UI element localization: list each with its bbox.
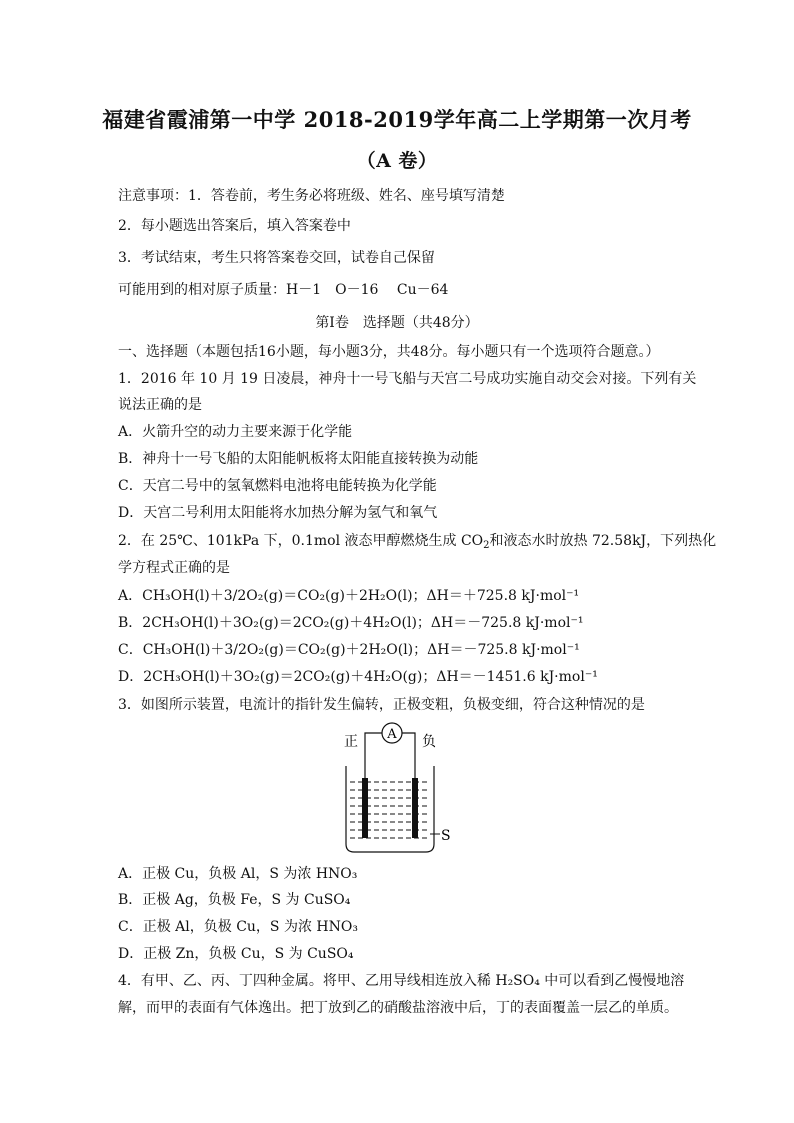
q2-option-a <box>118 587 579 605</box>
q2-option-a-equation: CH₃OH(l)＋3/2O₂(g)＝CO₂(g)＋2H₂O(l)；ΔH＝＋725.8 kJ·mol⁻¹ <box>142 588 580 604</box>
positive-electrode <box>362 778 368 838</box>
q2-option-c-label: C． <box>118 642 143 658</box>
solution-label: S <box>441 828 451 844</box>
q1-stem-line-2: 说法正确的是 <box>118 397 202 413</box>
section-intro: 一、选择题（本题包括16小题，每小题3分，共48分。每小题只有一个选项符合题意。） <box>118 344 660 360</box>
q2-stem-part-1: 2．在 25℃、101kPa 下，0.1mol 液态甲醇燃烧生成 CO <box>118 533 484 549</box>
q2-stem-part-2: 和液态水时放热 72.58kJ，下列热化 <box>489 533 717 549</box>
note-line-3: 3．考试结束，考生只将答案卷交回，试卷自己保留 <box>118 250 435 266</box>
q4-stem-line-1: 4．有甲、乙、丙、丁四种金属。将甲、乙用导线相连放入稀 H₂SO₄ 中可以看到乙慢慢地溶 <box>118 973 685 989</box>
q2-option-b-equation: 2CH₃OH(l)＋3O₂(g)＝2CO₂(g)＋4H₂O(l)；ΔH＝－725.8 kJ·mol⁻¹ <box>142 615 584 631</box>
q2-option-c <box>118 641 580 659</box>
q2-option-a-label: A． <box>118 588 143 604</box>
q2-stem-line-1: 2．在 25℃、101kPa 下，0.1mol 液态甲醇燃烧生成 $CO_2$和液态水时放热 72.58kJ，下列热化 <box>118 533 717 551</box>
q2-stem-line-2: 学方程式正确的是 <box>118 560 230 576</box>
note-line-1: 注意事项：1．答卷前，考生务必将班级、姓名、座号填写清楚 <box>118 188 505 204</box>
q1-option-c: C．天宫二号中的氢氧燃料电池将电能转换为化学能 <box>118 478 437 494</box>
q2-option-b <box>118 614 584 632</box>
positive-electrode-label: 正 <box>344 734 358 750</box>
q3-option-a: A．正极 Cu，负极 Al，S 为浓 HNO₃ <box>118 866 358 882</box>
q1-option-a: A．火箭升空的动力主要来源于化学能 <box>118 424 353 440</box>
q4-stem-line-2: 解，而甲的表面有气体逸出。把丁放到乙的硝酸盐溶液中后，丁的表面覆盖一层乙的单质。 <box>118 1000 678 1016</box>
wire-left <box>365 733 382 778</box>
atomic-masses: 可能用到的相对原子质量：H－1 O－16 Cu－64 <box>118 282 449 298</box>
beaker <box>346 766 434 852</box>
q3-option-c: C．正极 Al，负极 Cu，S 为浓 HNO₃ <box>118 919 358 935</box>
negative-electrode <box>412 778 418 838</box>
q1-option-b: B．神舟十一号飞船的太阳能帆板将太阳能直接转换为动能 <box>118 451 479 467</box>
q2-option-d-equation: 2CH₃OH(l)＋3O₂(g)＝2CO₂(g)＋4H₂O(g)；ΔH＝－1451.6 kJ·mol⁻¹ <box>143 669 598 685</box>
exam-subtitle: （A 卷） <box>356 150 438 172</box>
negative-electrode-label: 负 <box>422 734 436 750</box>
q3-stem: 3．如图所示装置，电流计的指针发生偏转，正极变粗，负极变细，符合这种情况的是 <box>118 697 645 713</box>
exam-title: 福建省霞浦第一中学 2018-2019学年高二上学期第一次月考 <box>102 107 692 132</box>
q2-option-c-equation: CH₃OH(l)＋3/2O₂(g)＝CO₂(g)＋2H₂O(l)；ΔH＝－725.8 kJ·mol⁻¹ <box>142 642 580 658</box>
q1-stem-line-1: 1．2016 年 10 月 19 日凌晨，神舟十一号飞船与天宫二号成功实施自动交会对接。下列有关 <box>118 371 697 387</box>
note-line-2: 2．每小题选出答案后，填入答案卷中 <box>118 218 351 234</box>
q2-option-d-label: D． <box>118 669 144 685</box>
wire-right <box>402 733 415 778</box>
q2-option-b-label: B． <box>118 615 143 631</box>
q3-option-b: B．正极 Ag，负极 Fe，S 为 CuSO₄ <box>118 892 351 908</box>
q2-option-d <box>118 668 598 686</box>
q1-option-d: D．天宫二号利用太阳能将水加热分解为氢气和氧气 <box>118 505 438 521</box>
galvanometer-label: A <box>387 727 397 742</box>
section-title: 第Ⅰ卷 选择题（共48分） <box>315 315 479 331</box>
q3-option-d: D．正极 Zn，负极 Cu，S 为 CuSO₄ <box>118 946 354 962</box>
electrochemical-cell-figure <box>330 718 470 858</box>
